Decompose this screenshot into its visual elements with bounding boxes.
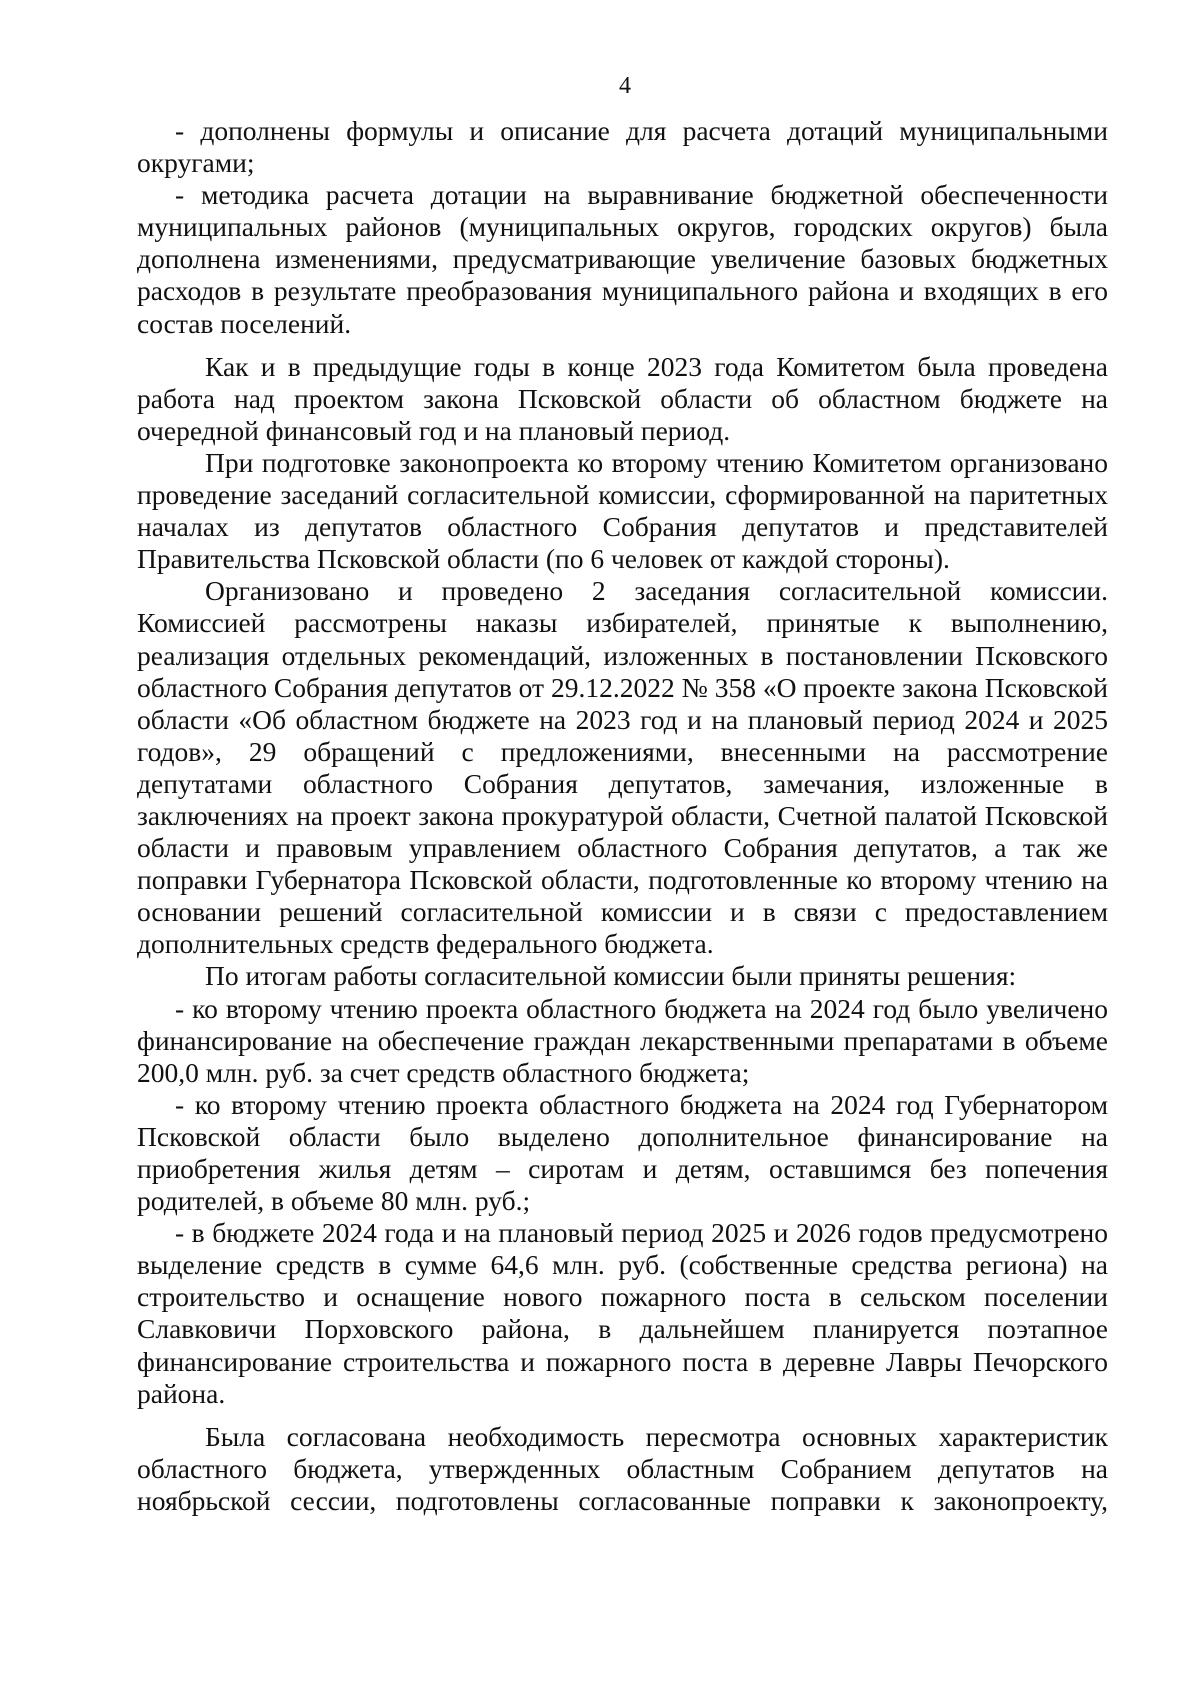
document-body — [137, 115, 1108, 1517]
paragraph-decision-fire-station: - в бюджете 2024 года и на плановый период 2025 и 2026 годов предусмотрено выделение средств в сумме 64,6 млн. руб. (собственные средства региона) на строительство и оснащение нового пожарного поста в сельском поселении Славковичи Порховского района, в дальнейшем планируется поэтапное финансирование строительства и пожарного поста в деревне Лавры Печорского района. — [137, 1217, 1108, 1409]
paragraph-budget-law-work: Как и в предыдущие годы в конце 2023 года Комитетом была проведена работа над проектом закона Псковской области об областном бюджете на очередной финансовый год и на плановый период. — [137, 350, 1108, 446]
paragraph-decisions-intro: По итогам работы согласительной комиссии были приняты решения: — [205, 960, 1017, 992]
paragraph-commission-meetings: Организовано и проведено 2 заседания согласительной комиссии. Комиссией рассмотрены наказы избирателей, принятые к выполнению, реализация отдельных рекомендаций, изложенных в постановлении Псковского областного Собрания депутатов от 29.12.2022 № 358 «О проекте закона Псковской области «Об областном бюджете на 2023 год и на плановый период 2024 и 2025 годов», 29 обращений с предложениями, внесенными на рассмотрение депутатами областного Собрания депутатов, замечания, изложенные в заключениях на проект закона прокуратурой области, Счетной палатой Псковской области и правовым управлением областного Собрания депутатов, а так же поправки Губернатора Псковской области, подготовленные ко второму чтению на основании решений согласительной комиссии и в связи с предоставлением дополнительных средств федерального бюджета. — [137, 575, 1108, 960]
paragraph-methodology: - методика расчета дотации на выравнивание бюджетной обеспеченности муниципальных районов (муниципальных округов, городских округов) была дополнена изменениями, предусматривающие увеличение базовых бюджетных расходов в результате преобразования муниципального района и входящих в его состав поселений. — [137, 179, 1108, 339]
paragraph-conciliation-commission: При подготовке законопроекта ко второму чтению Комитетом организовано проведение заседаний согласительной комиссии, сформированной на паритетных началах из депутатов областного Собрания депутатов и представителей Правительства Псковской области (по 6 человек от каждой стороны). — [137, 446, 1108, 575]
paragraph-budget-revision: Была согласована необходимость пересмотра основных характеристик областного бюджета, утвержденных областным Собранием депутатов на ноябрьской сессии, подготовлены согласованные поправки к законопроекту, — [137, 1420, 1108, 1516]
paragraph-decision-housing: - ко второму чтению проекта областного бюджета на 2024 год Губернатором Псковской области было выделено дополнительное финансирование на приобретения жилья детям – сиротам и детям, оставшимся без попечения родителей, в объеме 80 млн. руб.; — [137, 1088, 1108, 1217]
paragraph-decision-medicines: - ко второму чтению проекта областного бюджета на 2024 год было увеличено финансирование на обеспечение граждан лекарственными препаратами в объеме 200,0 млн. руб. за счет средств областного бюджета; — [137, 992, 1108, 1088]
paragraph-formulas: - дополнены формулы и описание для расчета дотаций муниципальными округами; — [137, 115, 1108, 179]
page-number: 4 — [619, 73, 631, 99]
